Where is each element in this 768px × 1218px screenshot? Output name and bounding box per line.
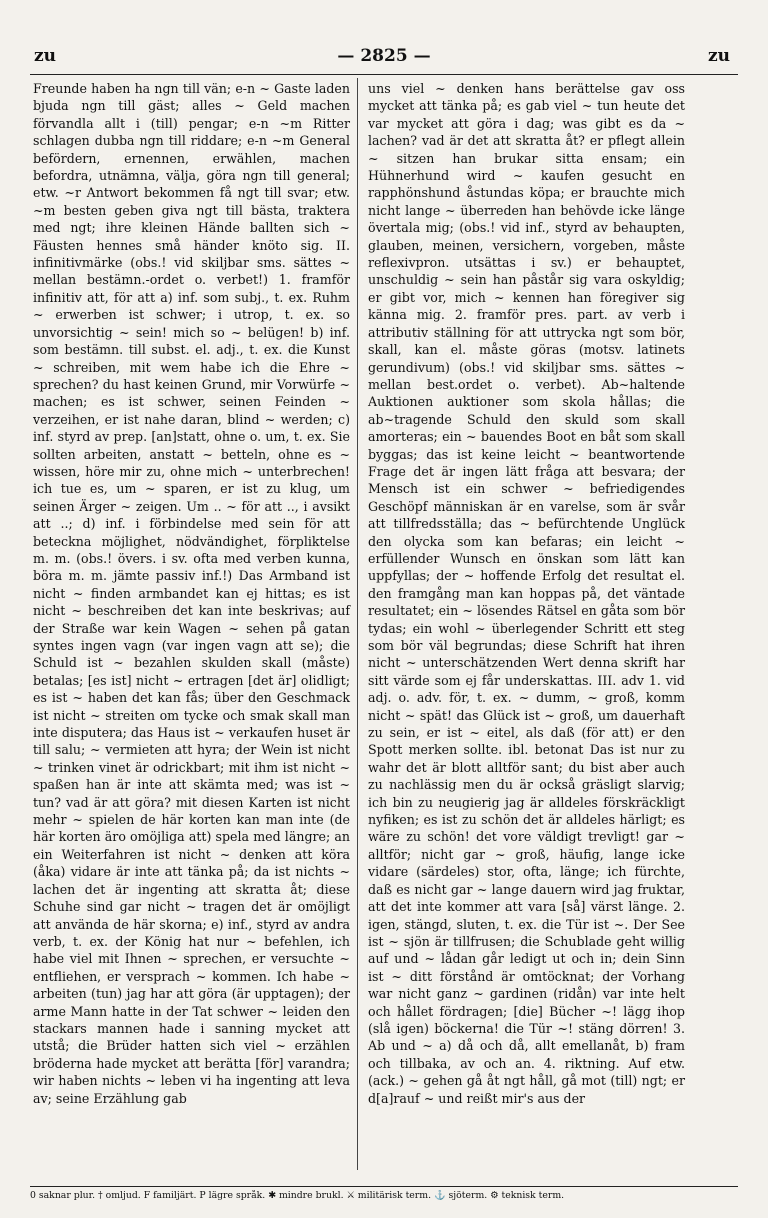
- right-column: [368, 80, 685, 1107]
- page-number: — 2825 —: [337, 46, 431, 66]
- column-divider: [357, 78, 358, 1170]
- left-column: [33, 80, 350, 1107]
- footer-rule: [30, 1186, 738, 1187]
- header-left-headword: zu: [34, 46, 57, 66]
- left-column-text: Freunde haben ha ngn till vän; e-n ~ Gaste laden bjuda ngn till gäst; alles ~ Geld machen förvandla allt i (till) pengar; e-n ~m Ritter schlagen dubba ngn till riddare; e-n ~m General befördern, ernennen, erwählen, machen befordra, utnämna, välja, göra ngn till general; etw. ~r Antwort bekommen få ngt till svar; etw. ~m besten geben giva ngt till bästa, traktera med ngt; ihre kleinen Hände ballten sich ~ Fäusten hennes små händer knöto sig. II. infinitivmärke (obs.! vid skiljbar sms. sättes ~ mellan bestämn.-ordet o. verbet!) 1. framför infinitiv att, för att a) inf. som subj., t. ex. Ruhm ~ erwerben ist schwer; i utrop, t. ex. so unvorsichtig ~ sein! mich so ~ belügen! b) inf. som bestämn. till subst. el. adj., t. ex. die Kunst ~ schreiben, mit wem habe ich die Ehre ~ sprechen? du hast keinen Grund, mir Vorwürfe ~ machen; es ist schwer, seinen Feinden ~ verzeihen, er ist nahe daran, blind ~ werden; c) inf. styrd av prep. [an]statt, ohne o. um, t. ex. Sie sollten arbeiten, anstatt ~ betteln, ohne es ~ wissen, höre mir zu, ohne mich ~ unterbrechen! ich tue es, um ~ sparen, er ist zu klug, um seinen Ärger ~ zeigen. Um .. ~ för att .., i avsikt att ..; d) inf. i förbindelse med sein för att beteckna möjlighet, nödvändighet, förpliktelse m. m. (obs.! övers. i sv. ofta med verben kunna, böra m. m. jämte passiv inf.!) Das Armband ist nicht ~ finden armbandet kan ej hittas; es ist nicht ~ beschreiben det kan inte beskrivas; auf der Straße war kein Wagen ~ sehen på gatan syntes ingen vagn (var ingen vagn att se); die Schuld ist ~ bezahlen skulden skall (måste) betalas; [es ist] nicht ~ ertragen [det är] olidligt; es ist ~ haben det kan fås; über den Geschmack ist nicht ~ streiten om tycke och smak skall man inte disputera; das Haus ist ~ verkaufen huset är till salu; ~ vermieten att hyra; der Wein ist nicht ~ trinken vinet är odrickbart; mit ihm ist nicht ~ spaßen han är inte att skämta med; was ist ~ tun? vad är att göra? mit diesen Karten ist nicht mehr ~ spielen de här korten kan man inte (de här korten äro omöjliga att) spela med längre; an ein Weiterfahren ist nicht ~ denken att köra (åka) vidare är inte att tänka på; da ist nichts ~ lachen det är ingenting att skratta åt; diese Schuhe sind gar nicht ~ tragen det är omöjligt att använda de här skorna; e) inf., styrd av andra verb, t. ex. der König hat nur ~ befehlen, ich habe viel mit Ihnen ~ sprechen, er versuchte ~ entfliehen, er versprach ~ kommen. Ich habe ~ arbeiten (tun) jag har att göra (är upptagen); der arme Mann hatte in der Tat schwer ~ leiden den stackars mannen hade i sanning mycket att utstå; die Brüder hatten sich viel ~ erzählen bröderna hade mycket att berätta [för] varandra; wir haben nichts ~ leben vi ha ingenting att leva av; seine Erzählung gab: [33, 81, 350, 1106]
- header-rule: [30, 74, 738, 75]
- right-column-text: uns viel ~ denken hans berättelse gav oss mycket att tänka på; es gab viel ~ tun heute det var mycket att göra i dag; was gibt es da ~ lachen? vad är det att skratta åt? er pflegt allein ~ sitzen han brukar sitta ensam; ein Hühnerhund wird ~ kaufen gesucht en rapphönshund åstundas köpa; er brauchte mich nicht lange ~ überreden han behövde icke länge övertala mig; (obs.! vid inf., styrd av behaupten, glauben, meinen, versichern, vorgeben, måste reflexivpron. utsättas i sv.) er behauptet, unschuldig ~ sein han påstår sig vara oskyldig; er gibt vor, mich ~ kennen han föregiver sig känna mig. 2. framför pres. part. av verb i attributiv ställning för att uttrycka ngt som bör, skall, kan el. måste göras (motsv. latinets gerundivum) (obs.! vid skiljbar sms. sättes ~ mellan best.ordet o. verbet). Ab~haltende Auktionen auktioner som skola hållas; die ab~tragende Schuld den skuld som skall amorteras; ein ~ bauendes Boot en båt som skall byggas; das ist keine leicht ~ beantwortende Frage det är ingen lätt fråga att besvara; der Mensch ist ein schwer ~ befriedigendes Geschöpf människan är en varelse, som är svår att tillfredsställa; das ~ befürchtende Unglück den olycka som kan befaras; ein leicht ~ erfüllender Wunsch en önskan som lätt kan uppfyllas; der ~ hoffende Erfolg det resultat el. den framgång man kan hoppas på, det väntade resultatet; ein ~ lösendes Rätsel en gåta som bör tydas; ein wohl ~ überlegender Schritt ett steg som bör väl begrundas; diese Schrift hat ihren nicht ~ unterschätzenden Wert denna skrift har sitt värde som ej får underskattas. III. adv 1. vid adj. o. adv. för, t. ex. ~ dumm, ~ groß, komm nicht ~ spät! das Glück ist ~ groß, um dauerhaft zu sein, er ist ~ eitel, als daß (för att) er den Spott merken sollte. ibl. betonat Das ist nur zu wahr det är blott alltför sant; du bist aber auch zu nachlässig men du är också gräsligt slarvig; ich bin zu neugierig jag är alldeles förskräckligt nyfiken; es ist zu schön det är alldeles härligt; es wäre zu schön! det vore väldigt trevligt! gar ~ alltför; nicht gar ~ groß, häufig, lange icke vidare (särdeles) stor, ofta, länge; ich fürchte, daß es nicht gar ~ lange dauern wird jag fruktar, att det inte kommer att vara [så] värst länge. 2. igen, stängd, sluten, t. ex. die Tür ist ~. Der See ist ~ sjön är tillfrusen; die Schublade geht willig auf und ~ lådan går ledigt ut och in; dein Sinn ist ~ ditt förstånd är omtöcknat; der Vorhang war nicht ganz ~ gardinen (ridån) var inte helt och hållet fördragen; [die] Bücher ~! lägg ihop (slå igen) böckerna! die Tür ~! stäng dörren! 3. Ab und ~ a) då och då, allt emellanåt, b) fram och tillbaka, av och an. 4. riktning. Auf etw. (ack.) ~ gehen gå åt ngt håll, gå mot (till) ngt; er d[a]rauf ~ und reißt mir's aus der: [368, 81, 685, 1106]
- footer-legend: 0 saknar plur. † omljud. F familjärt. P lägre språk. ✱ mindre brukl. ⚔ militärisk term. ⚓ sjöterm. ⚙ teknisk term.: [30, 1190, 565, 1201]
- header-right-headword: zu: [707, 46, 730, 66]
- page-header: [30, 46, 738, 68]
